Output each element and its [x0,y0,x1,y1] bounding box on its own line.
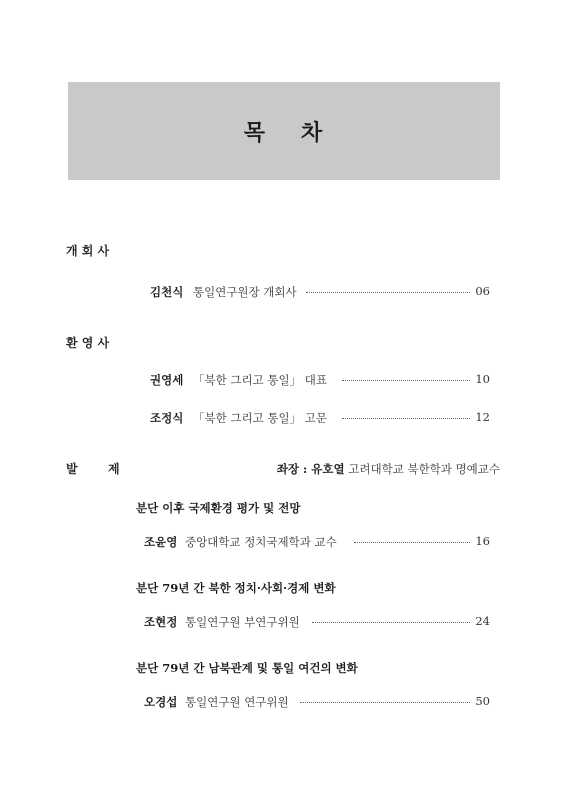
entry-page: 10 [475,372,490,386]
entry-page: 12 [475,410,490,424]
chair-label: 좌장 : 유호열 [276,462,345,476]
entry-page: 50 [475,694,490,708]
toc-title-banner [68,82,500,180]
entry-name: 조현정 [144,615,178,629]
entry-desc: 「북한 그리고 통일」 대표 [193,373,327,387]
entry-page: 06 [475,284,490,298]
entry-desc: 통일연구원 연구위원 [185,695,289,709]
entry-name: 조정식 [150,411,184,425]
toc-entry[interactable] [0,614,566,630]
entry-desc: 통일연구원 부연구위원 [185,615,300,629]
entry-name: 조윤영 [144,535,178,549]
section-heading-presentation-2: 제 [108,462,120,476]
entry-page: 16 [475,534,490,548]
toc-title-char-2: 차 [301,119,325,146]
topic-title: 분단 이후 국제환경 평가 및 전망 [136,501,301,515]
section-heading-presentation-1: 발 [66,462,78,476]
entry-desc: 「북한 그리고 통일」 고문 [193,411,327,425]
leader-dots [306,292,470,293]
toc-title-char-1: 목 [243,119,267,146]
entry-desc: 통일연구원장 개회사 [193,285,297,299]
entry-name: 오경섭 [144,695,178,709]
leader-dots [342,380,470,381]
chair-desc: 고려대학교 북한학과 명예교수 [348,462,500,476]
entry-name: 김천식 [150,285,184,299]
toc-entry[interactable] [0,694,566,710]
toc-entry[interactable] [0,410,566,426]
session-chair [277,461,500,477]
entry-desc: 중앙대학교 정치국제학과 교수 [185,535,337,549]
entry-page: 24 [475,614,490,628]
leader-dots [312,622,470,623]
entry-name: 권영세 [150,373,184,387]
topic-title: 분단 79년 간 북한 정치·사회·경제 변화 [136,581,336,595]
toc-entry[interactable] [0,534,566,550]
topic-title: 분단 79년 간 남북관계 및 통일 여건의 변화 [136,661,358,675]
section-heading-opening: 개 회 사 [66,244,110,258]
leader-dots [300,702,470,703]
section-heading-welcome: 환 영 사 [66,336,110,350]
leader-dots [354,542,470,543]
leader-dots [342,418,470,419]
toc-entry[interactable] [0,372,566,388]
toc-entry[interactable] [0,284,566,300]
